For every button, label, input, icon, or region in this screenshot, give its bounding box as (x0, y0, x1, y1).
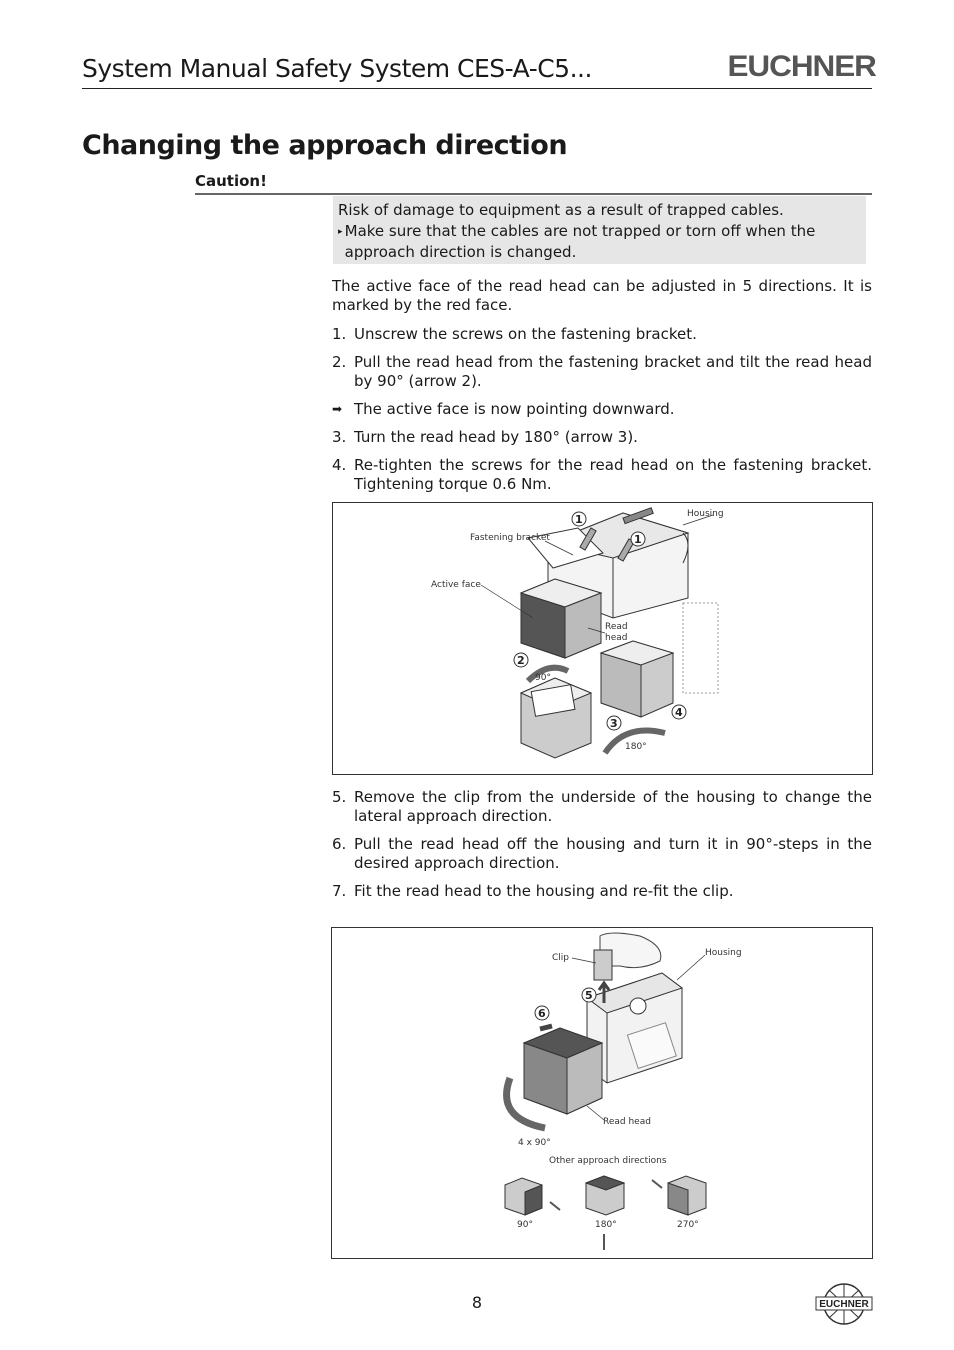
deg-180-label: 180° (625, 742, 647, 752)
arrow-270-icon (652, 1180, 662, 1188)
list-item: 7. Fit the read head to the housing and re-fit the clip. (332, 882, 734, 900)
deg-90-label: 90° (517, 1220, 533, 1230)
step-number-6 (535, 1006, 549, 1020)
svg-text:5: 5 (585, 989, 593, 1002)
step-number-2 (514, 653, 528, 667)
cube-90-drawing (505, 1178, 542, 1215)
figure-mounting-diagram (332, 502, 873, 775)
step-number-1b (631, 532, 645, 546)
fastening-bracket-label: Fastening bracket (470, 533, 550, 543)
svg-text:EUCHNER: EUCHNER (819, 1299, 869, 1310)
svg-text:3: 3 (610, 717, 618, 730)
step-number-1 (572, 512, 586, 526)
list-item: 1. Unscrew the screws on the fastening bracket. (332, 325, 697, 343)
deg-180-label: 180° (595, 1220, 617, 1230)
section-title: Changing the approach direction (82, 130, 568, 161)
deg-90-label: 90° (535, 673, 551, 683)
other-directions-label: Other approach directions (549, 1156, 667, 1166)
pull-head-arrow-icon (540, 1026, 552, 1029)
read-head-drawing (524, 1028, 602, 1114)
step-number-5 (582, 988, 596, 1002)
svg-text:2: 2 (517, 654, 525, 667)
list-item: 5. Remove the clip from the underside of the housing to change the lateral approach direction. (332, 788, 872, 825)
svg-text:1: 1 (575, 513, 583, 526)
document-title: System Manual Safety System CES-A-C5... (82, 54, 592, 83)
result-arrow-icon: ➡ (332, 402, 343, 416)
housing-label: Housing (687, 509, 724, 519)
caution-text: Risk of damage to equipment as a result of trapped cables. (338, 201, 784, 219)
read-head-tilted-drawing (521, 678, 591, 758)
caution-box (333, 196, 866, 264)
intro-paragraph: The active face of the read head can be adjusted in 5 directions. It is marked by the red face. (332, 277, 872, 314)
head-label: head (605, 633, 628, 643)
caution-label: Caution! (195, 172, 267, 190)
euchner-footer-logo (815, 1282, 873, 1326)
page-number: 8 (471, 1293, 483, 1312)
caution-bullet-text: Make sure that the cables are not trapped or torn off when the approach direction is changed. (344, 222, 816, 261)
housing-label: Housing (705, 948, 742, 958)
figure-approach-direction (331, 927, 873, 1259)
deg-270-label: 270° (677, 1220, 699, 1230)
read-head-active-drawing (521, 579, 601, 658)
svg-text:6: 6 (538, 1007, 546, 1020)
list-item: 2. Pull the read head from the fastening bracket and tilt the read head by 90° (arrow 2). (332, 353, 872, 390)
active-face-label: Active face (431, 580, 481, 590)
clip-drawing (594, 950, 612, 980)
arrow-90-icon (550, 1202, 560, 1210)
svg-text:4: 4 (675, 706, 683, 719)
caution-bullet (338, 221, 866, 263)
list-item: 4. Re-tighten the screws for the read head on the fastening bracket. Tightening torque 0.6 Nm. (332, 456, 872, 493)
steps-list-b (332, 788, 872, 910)
triangle-bullet-icon: ▸ (338, 227, 343, 237)
header-divider (82, 88, 872, 89)
list-item: ➡ The active face is now pointing downward. (332, 400, 675, 418)
steps-list-a (332, 325, 872, 503)
caution-divider (195, 193, 872, 195)
step-number-3 (607, 716, 621, 730)
rotation-label: 4 x 90° (518, 1138, 551, 1148)
cube-270-drawing (668, 1176, 706, 1215)
read-label: Read (605, 622, 628, 632)
list-item: 6. Pull the read head off the housing and turn it in 90°-steps in the desired approach direction. (332, 835, 872, 872)
cube-180-drawing (586, 1176, 624, 1215)
read-head-rotated-drawing (601, 603, 718, 717)
read-head-label: Read head (603, 1117, 651, 1127)
svg-text:1: 1 (634, 533, 642, 546)
clip-label: Clip (552, 953, 569, 963)
euchner-logo: EUCHNER (727, 50, 876, 83)
list-item: 3. Turn the read head by 180° (arrow 3). (332, 428, 638, 446)
step-number-4 (672, 705, 686, 719)
